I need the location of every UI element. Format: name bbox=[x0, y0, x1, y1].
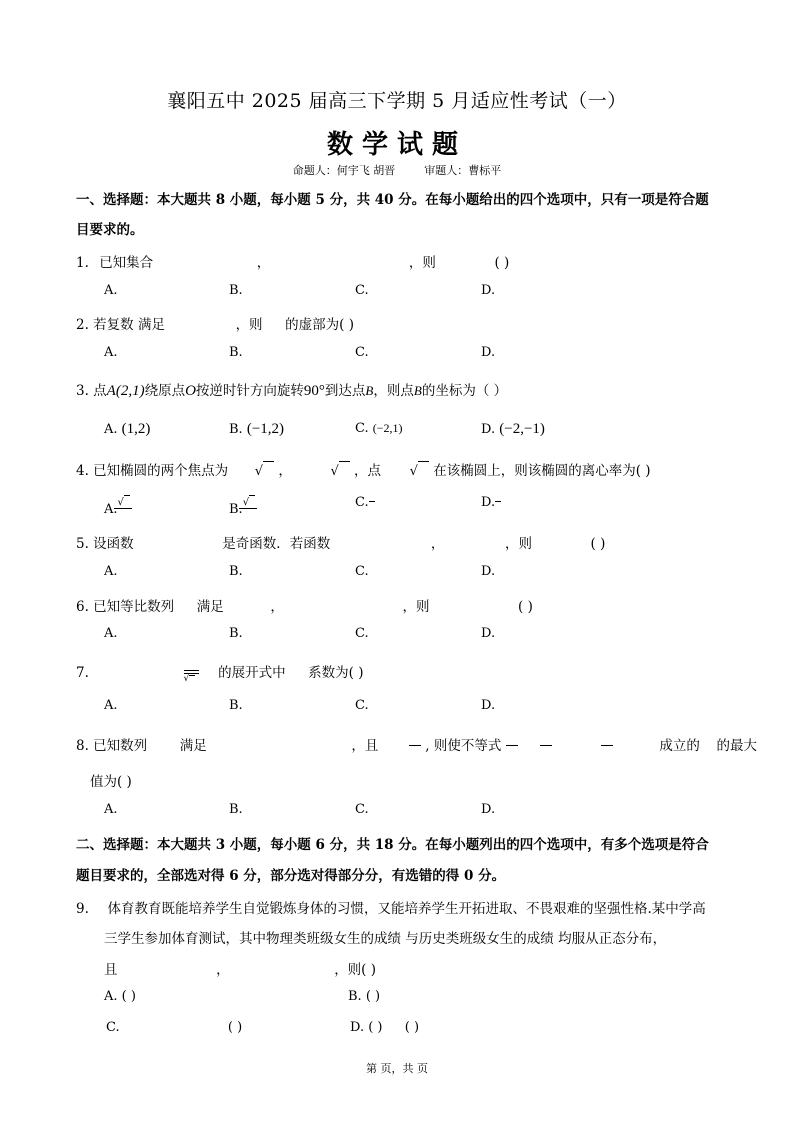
q5-option-b: B. bbox=[229, 564, 243, 579]
question-2: 2. 若复数 满足 ，则 的虚部为( ) bbox=[76, 317, 354, 333]
question-8-line2: 值为( ) bbox=[90, 774, 132, 790]
question-1: 1. 已知集合 ， ，则 ( ) bbox=[76, 255, 510, 271]
question-4: 4. 已知椭圆的两个焦点为 √ ， √ ，点 √ 在该椭圆上，则该椭圆的离心率为( ) bbox=[76, 463, 651, 479]
q4-option-d: D. bbox=[481, 495, 501, 510]
question-7: 7. √ 的展开式中 系数为( ) bbox=[76, 665, 364, 684]
q7-option-d: D. bbox=[481, 698, 496, 713]
authors-line bbox=[0, 162, 794, 178]
q9-option-d: D. ( ) ( ) bbox=[350, 1020, 420, 1035]
q1-option-c: C. bbox=[355, 283, 369, 298]
q2-option-c: C. bbox=[355, 345, 369, 360]
question-8: 8. 已知数列 满足 ，且 , 则使不等式 成立的 的最大 bbox=[76, 738, 758, 754]
q6-option-c: C. bbox=[355, 626, 369, 641]
q9-option-b: B. ( ) bbox=[348, 989, 381, 1004]
q9-option-c: C. ( ) bbox=[106, 1020, 243, 1035]
section2-heading-line2: 题目要求的，全部选对得 6 分，部分选对得部分分，有选错的得 0 分。 bbox=[76, 868, 506, 884]
sqrt-symbol: √ bbox=[410, 461, 429, 479]
sqrt-symbol: √ bbox=[243, 495, 255, 508]
q8-option-b: B. bbox=[229, 802, 243, 817]
author-names: 命题人：何宇飞 胡晋 bbox=[292, 164, 396, 177]
sqrt-symbol: √ bbox=[118, 495, 130, 508]
section2-heading-line1: 二、选择题：本大题共 3 小题，每小题 6 分，共 18 分。在每小题列出的四个选项中，有多个选项是符合 bbox=[76, 837, 709, 853]
q1-option-a: A. bbox=[104, 283, 118, 298]
question-9-line1: 9. 体育教育既能培养学生自觉锻炼身体的习惯，又能培养学生开拓进取、不畏艰难的坚强性格.某中学高 bbox=[76, 901, 706, 917]
q8-option-a: A. bbox=[104, 802, 118, 817]
question-9-line3: 且 ， ，则( ) bbox=[104, 962, 377, 978]
page-footer: 第 页，共 页 bbox=[366, 1062, 428, 1075]
q4-option-b: B.√ bbox=[229, 495, 257, 517]
q6-option-b: B. bbox=[229, 626, 243, 641]
q7-option-b: B. bbox=[229, 698, 243, 713]
q8-option-d: D. bbox=[481, 802, 496, 817]
q5-option-d: D. bbox=[481, 564, 496, 579]
q7-option-a: A. bbox=[104, 698, 118, 713]
q1-option-d: D. bbox=[481, 283, 496, 298]
question-3: 3. 点A(2,1)绕原点O按逆时针方向旋转90°到达点B，则点B的坐标为（ ） bbox=[76, 383, 508, 399]
reviewer-name: 审题人：曹标平 bbox=[424, 164, 502, 177]
q2-option-b: B. bbox=[229, 345, 243, 360]
q7-option-c: C. bbox=[355, 698, 369, 713]
q8-option-c: C. bbox=[355, 802, 369, 817]
q2-option-d: D. bbox=[481, 345, 496, 360]
q3-option-d: D. (−2,−1) bbox=[481, 421, 545, 437]
section1-heading-line1: 一、选择题：本大题共 8 小题，每小题 5 分，共 40 分。在每小题给出的四个选项中，只有一项是符合题 bbox=[76, 192, 709, 208]
q1-option-b: B. bbox=[229, 283, 243, 298]
q2-option-a: A. bbox=[104, 345, 118, 360]
q4-option-c: C. bbox=[355, 495, 375, 510]
q9-option-a: A. ( ) bbox=[104, 989, 136, 1004]
q6-option-a: A. bbox=[104, 626, 118, 641]
q3-option-c: C. (−2,1) bbox=[355, 421, 403, 436]
subject-title: 数学试题 bbox=[326, 130, 467, 160]
question-6: 6. 已知等比数列 满足 ， ，则 ( ) bbox=[76, 599, 533, 615]
sqrt-symbol: √ bbox=[330, 461, 349, 479]
q3-option-b: B. (−1,2) bbox=[229, 421, 285, 437]
q6-option-d: D. bbox=[481, 626, 496, 641]
question-5: 5. 设函数 是奇函数．若函数 ， ，则 ( ) bbox=[76, 536, 606, 552]
q5-option-c: C. bbox=[355, 564, 369, 579]
q5-option-a: A. bbox=[104, 564, 118, 579]
section1-heading-line2: 目要求的。 bbox=[76, 222, 144, 238]
q3-option-a: A. (1,2) bbox=[104, 421, 151, 437]
sqrt-symbol: √ bbox=[255, 461, 274, 479]
q4-option-a: A.√ bbox=[104, 495, 132, 517]
question-9-line2: 三学生参加体育测试，其中物理类班级女生的成绩 与历史类班级女生的成绩 均服从正态分布， bbox=[104, 931, 667, 947]
exam-title: 襄阳五中 2025 届高三下学期 5 月适应性考试（一） bbox=[167, 90, 627, 112]
fraction-symbol: √ bbox=[183, 669, 201, 683]
